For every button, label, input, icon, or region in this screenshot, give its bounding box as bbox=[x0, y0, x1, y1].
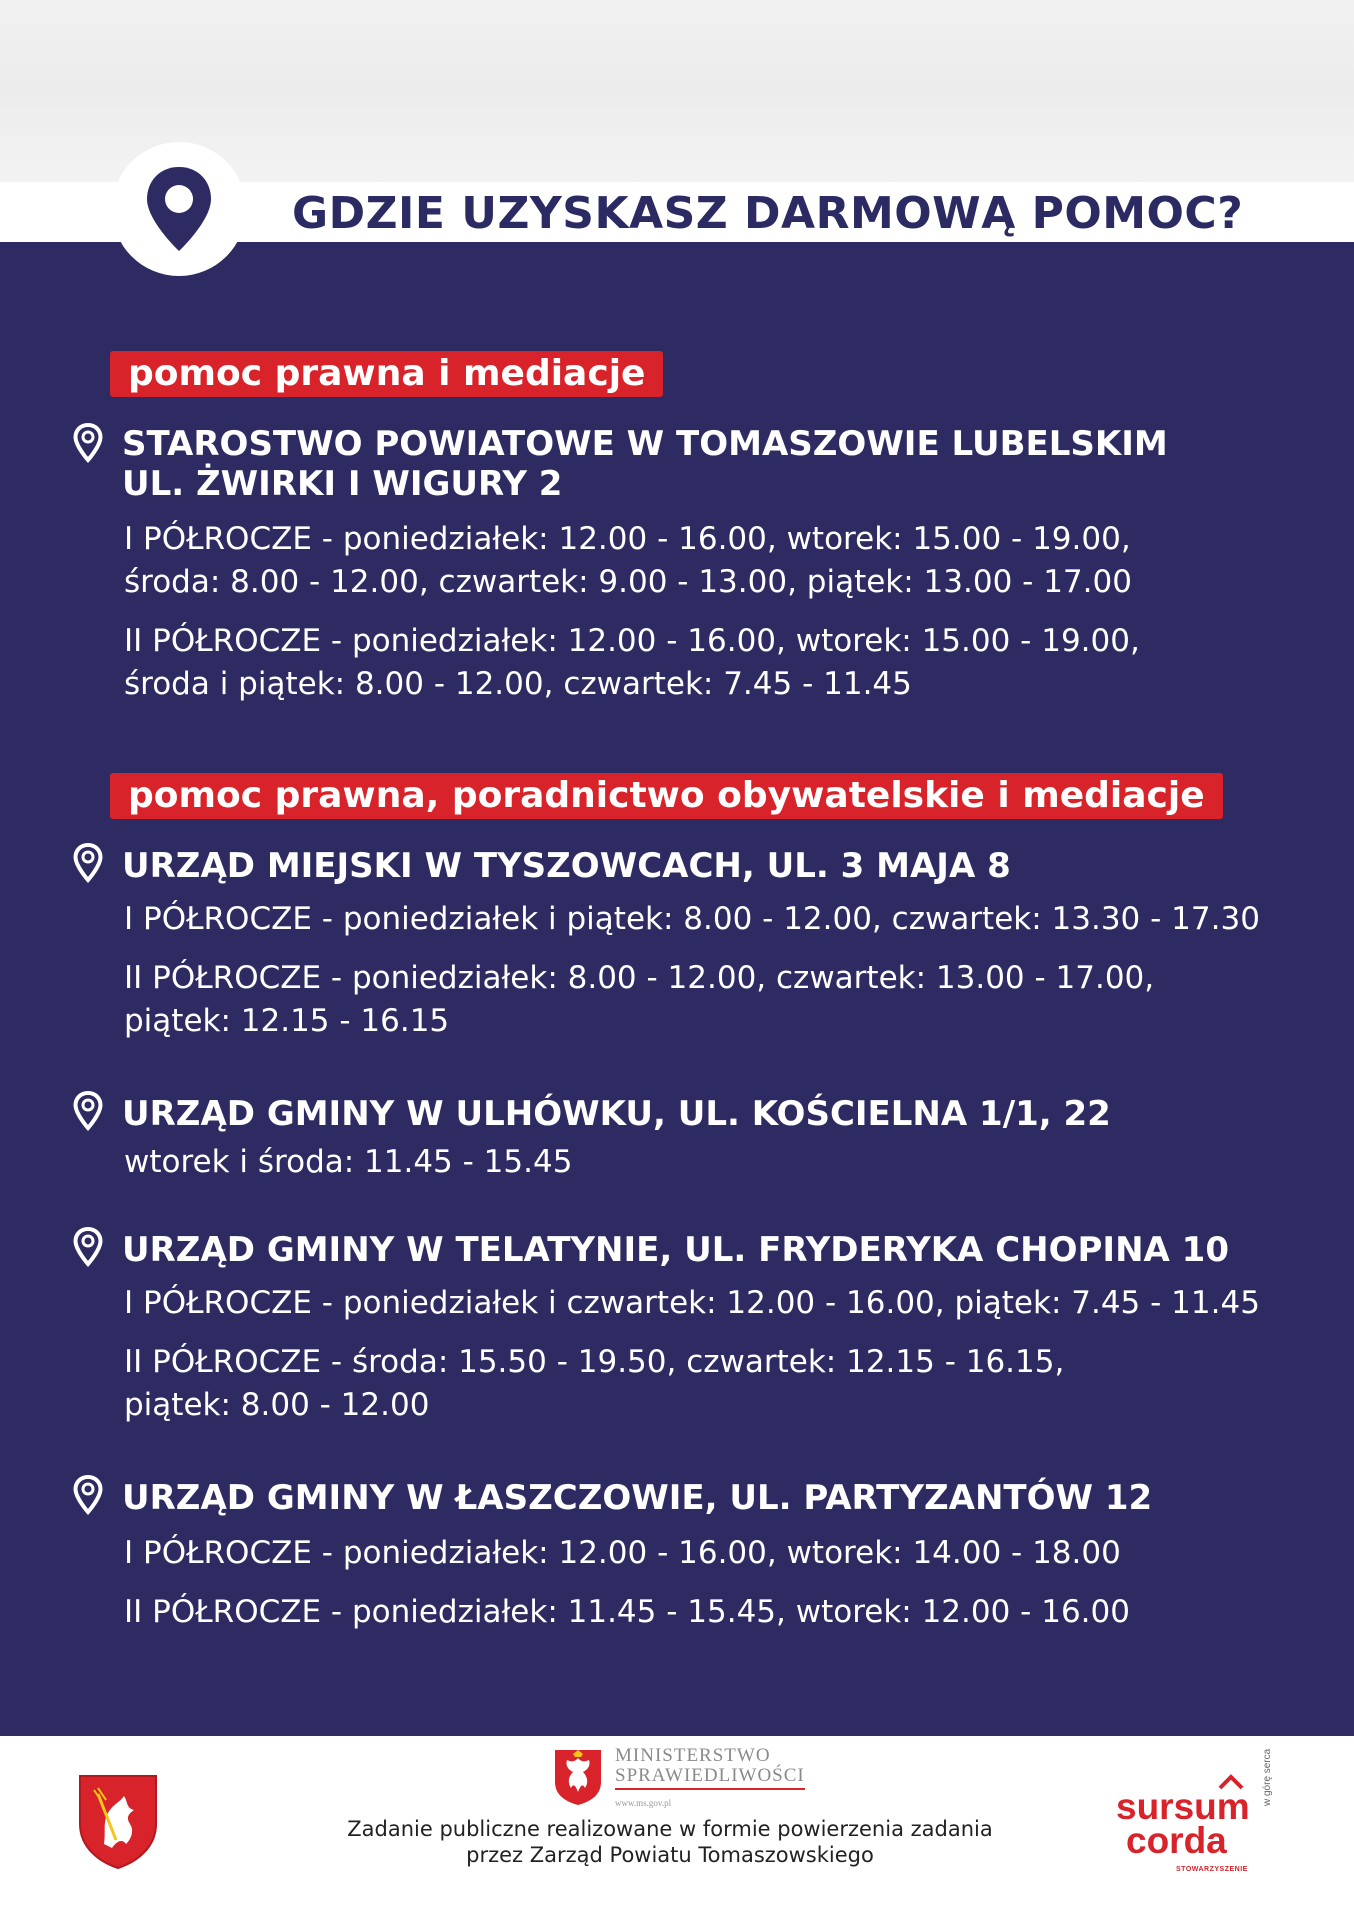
footer-note: Zadanie publiczne realizowane w formie powierzenia zadania przez Zarząd Powiatu Tomaszowskiego bbox=[347, 1817, 993, 1867]
place-heading: URZĄD MIEJSKI W TYSZOWCACH, UL. 3 MAJA 8 bbox=[122, 846, 1011, 886]
page-title: GDZIE UZYSKASZ DARMOWĄ POMOC? bbox=[292, 188, 1244, 239]
place-heading: URZĄD GMINY W TELATYNIE, UL. FRYDERYKA CHOPINA 10 bbox=[122, 1230, 1229, 1270]
hours-first-half: I PÓŁROCZE - poniedziałek: 12.00 - 16.00, wtorek: 14.00 - 18.00 bbox=[124, 1535, 1121, 1571]
hours-second-half: II PÓŁROCZE - poniedziałek: 8.00 - 12.00, czwartek: 13.00 - 17.00, piątek: 12.15 - 16.15 bbox=[124, 960, 1155, 1039]
hours-second-half: II PÓŁROCZE - poniedziałek: 11.45 - 15.45, wtorek: 12.00 - 16.00 bbox=[124, 1594, 1130, 1630]
hours-all-year: wtorek i środa: 11.45 - 15.45 bbox=[124, 1144, 573, 1180]
map-pin-outline-icon bbox=[72, 842, 104, 884]
place-heading: URZĄD GMINY W ULHÓWKU, UL. KOŚCIELNA 1/1, 22 bbox=[122, 1094, 1111, 1134]
griffin-coat-of-arms-icon bbox=[76, 1772, 160, 1870]
map-pin-outline-icon bbox=[72, 1090, 104, 1132]
hours-first-half: I PÓŁROCZE - poniedziałek i piątek: 8.00 - 12.00, czwartek: 13.30 - 17.30 bbox=[124, 901, 1260, 937]
map-pin-outline-icon bbox=[72, 1474, 104, 1516]
hours-second-half: II PÓŁROCZE - środa: 15.50 - 19.50, czwartek: 12.15 - 16.15, piątek: 8.00 - 12.00 bbox=[124, 1344, 1065, 1423]
sursum-corda-org-label: STOWARZYSZENIE bbox=[1176, 1866, 1248, 1873]
map-pin-icon bbox=[141, 163, 217, 255]
section-tag-legal-civic-mediation: pomoc prawna, poradnictwo obywatelskie i mediacje bbox=[110, 773, 1223, 819]
ministry-name: MINISTERSTWO SPRAWIEDLIWOŚCI bbox=[615, 1746, 805, 1790]
hours-first-half: I PÓŁROCZE - poniedziałek: 12.00 - 16.00, wtorek: 15.00 - 19.00, środa: 8.00 - 12.00, czwartek: 9.00 - 13.00, piątek: 13.00 - 17.00 bbox=[124, 521, 1132, 600]
header-pin-badge bbox=[112, 142, 246, 276]
map-pin-outline-icon bbox=[72, 422, 104, 464]
place-heading: URZĄD GMINY W ŁASZCZOWIE, UL. PARTYZANTÓW 12 bbox=[122, 1478, 1153, 1518]
hours-second-half: II PÓŁROCZE - poniedziałek: 12.00 - 16.00, wtorek: 15.00 - 19.00, środa i piątek: 8.00 - 12.00, czwartek: 7.45 - 11.45 bbox=[124, 623, 1140, 702]
hours-first-half: I PÓŁROCZE - poniedziałek i czwartek: 12.00 - 16.00, piątek: 7.45 - 11.45 bbox=[124, 1285, 1260, 1321]
place-heading: STAROSTWO POWIATOWE W TOMASZOWIE LUBELSKIM UL. ŻWIRKI I WIGURY 2 bbox=[122, 424, 1168, 504]
map-pin-outline-icon bbox=[72, 1226, 104, 1268]
polish-eagle-icon bbox=[553, 1748, 603, 1806]
section-tag-legal-mediation: pomoc prawna i mediacje bbox=[110, 351, 663, 397]
sursum-corda-motto: w górę serca bbox=[1262, 1748, 1273, 1806]
ministry-url: www.ms.gov.pl bbox=[615, 1798, 672, 1808]
sursum-corda-logo: sursum corda bbox=[1116, 1786, 1250, 1861]
